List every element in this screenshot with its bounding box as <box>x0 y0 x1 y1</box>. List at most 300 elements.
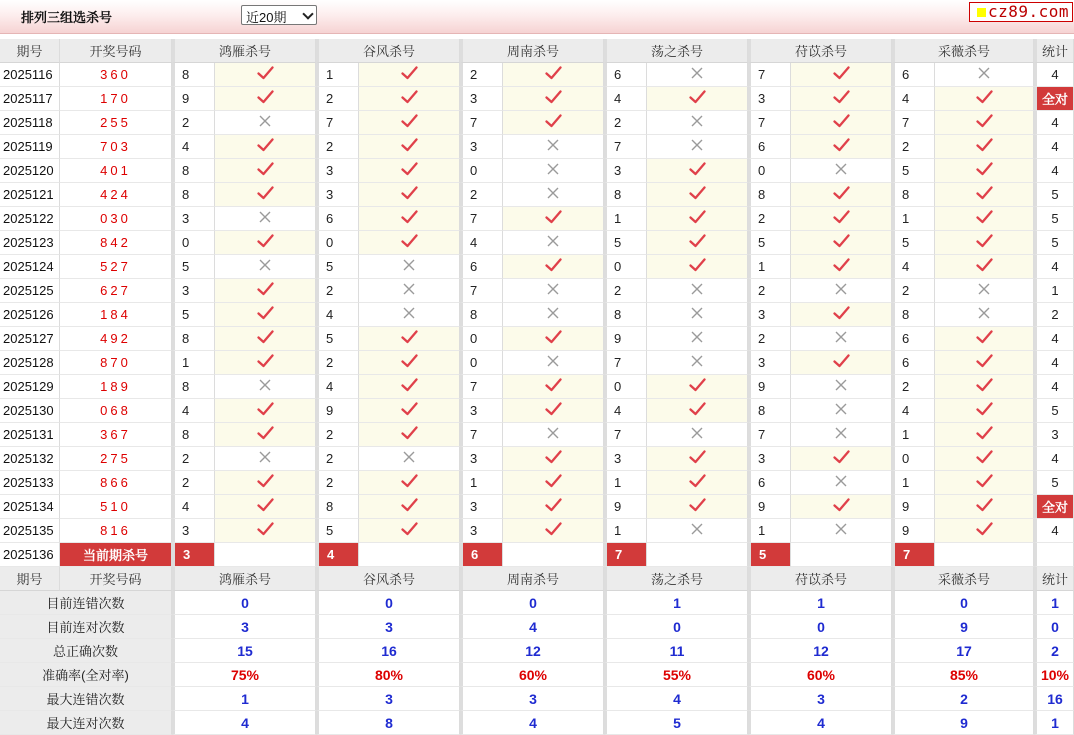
kill-number-cell: 2 <box>604 279 647 303</box>
stats-label: 目前连对次数 <box>0 615 172 639</box>
result-cell <box>359 399 460 423</box>
kill-number-cell: 2 <box>172 447 215 471</box>
check-icon <box>689 498 706 515</box>
result-cell <box>503 375 604 399</box>
check-icon <box>257 138 274 155</box>
kill-number-cell: 0 <box>748 159 791 183</box>
stats-value: 3 <box>748 687 892 711</box>
period-cell: 2025126 <box>0 303 60 327</box>
result-cell <box>215 495 316 519</box>
kill-number-cell: 3 <box>460 447 503 471</box>
kill-number-cell: 0 <box>460 351 503 375</box>
col-period-header: 期号 <box>0 567 60 591</box>
result-cell <box>791 63 892 87</box>
result-cell <box>503 207 604 231</box>
cross-icon <box>977 66 991 83</box>
kill-number-cell: 0 <box>316 231 359 255</box>
page-title: 排列三组选杀号 <box>21 10 113 25</box>
result-cell <box>935 87 1034 111</box>
draw-number-cell: 870 <box>60 351 172 375</box>
result-cell <box>359 63 460 87</box>
kill-number-cell: 4 <box>892 87 935 111</box>
kill-number-cell: 8 <box>172 375 215 399</box>
kill-number-cell: 1 <box>604 207 647 231</box>
check-icon <box>545 114 562 131</box>
kill-number-cell: 7 <box>460 111 503 135</box>
check-icon <box>545 474 562 491</box>
kill-number-cell: 1 <box>892 471 935 495</box>
result-cell <box>647 135 748 159</box>
kill-number-cell: 5 <box>172 255 215 279</box>
cross-icon <box>834 282 848 299</box>
kill-number-cell: 3 <box>460 135 503 159</box>
check-icon <box>401 162 418 179</box>
result-cell <box>359 135 460 159</box>
kill-number-cell: 4 <box>172 399 215 423</box>
result-cell <box>791 447 892 471</box>
kill-number-cell: 5 <box>316 255 359 279</box>
result-cell <box>359 447 460 471</box>
cross-icon <box>546 234 560 251</box>
kill-number-cell: 9 <box>316 399 359 423</box>
stats-value: 0 <box>316 591 460 615</box>
kill-number-cell: 7 <box>316 111 359 135</box>
stats-value: 3 <box>316 687 460 711</box>
cross-icon <box>546 282 560 299</box>
result-cell <box>503 447 604 471</box>
stat-cell: 全对 <box>1034 87 1074 111</box>
result-cell <box>503 135 604 159</box>
check-icon <box>976 522 993 539</box>
result-cell <box>791 399 892 423</box>
check-icon <box>545 330 562 347</box>
stat-cell: 5 <box>1034 399 1074 423</box>
cross-icon <box>977 282 991 299</box>
stats-value: 1 <box>748 591 892 615</box>
result-cell <box>791 135 892 159</box>
kill-number-cell: 3 <box>172 279 215 303</box>
draw-number-cell: 360 <box>60 63 172 87</box>
cross-icon <box>834 474 848 491</box>
cross-icon <box>402 450 416 467</box>
check-icon <box>976 234 993 251</box>
period-cell: 2025128 <box>0 351 60 375</box>
draw-number-cell: 627 <box>60 279 172 303</box>
result-cell <box>503 519 604 543</box>
table-row <box>0 303 1074 327</box>
check-icon <box>257 354 274 371</box>
stats-row <box>0 663 1074 687</box>
cross-icon <box>258 258 272 275</box>
table-row <box>0 159 1074 183</box>
kill-number-cell: 4 <box>604 399 647 423</box>
kill-number-cell: 1 <box>460 471 503 495</box>
cross-icon <box>690 522 704 539</box>
col-period-header: 期号 <box>0 39 60 63</box>
stats-row <box>0 687 1074 711</box>
period-cell: 2025124 <box>0 255 60 279</box>
result-cell <box>791 111 892 135</box>
result-cell <box>503 87 604 111</box>
table-row <box>0 471 1074 495</box>
result-cell <box>647 63 748 87</box>
kill-number-cell: 8 <box>748 183 791 207</box>
result-cell <box>359 255 460 279</box>
result-cell <box>215 279 316 303</box>
check-icon <box>976 378 993 395</box>
kill-number-cell: 8 <box>172 63 215 87</box>
result-cell <box>647 183 748 207</box>
col-expert-header: 采薇杀号 <box>892 567 1034 591</box>
stats-value: 3 <box>460 687 604 711</box>
kill-number-cell: 1 <box>892 423 935 447</box>
check-icon <box>257 90 274 107</box>
check-icon <box>401 498 418 515</box>
kill-number-cell: 4 <box>172 135 215 159</box>
result-cell <box>647 375 748 399</box>
table-row <box>0 519 1074 543</box>
kill-number-cell: 0 <box>892 447 935 471</box>
draw-number-cell: 510 <box>60 495 172 519</box>
check-icon <box>976 258 993 275</box>
result-cell <box>647 87 748 111</box>
current-empty-cell <box>935 543 1034 567</box>
col-draw-header: 开奖号码 <box>60 567 172 591</box>
period-cell: 2025131 <box>0 423 60 447</box>
kill-number-cell: 6 <box>748 471 791 495</box>
stats-value: 8 <box>316 711 460 735</box>
result-cell <box>215 63 316 87</box>
check-icon <box>401 210 418 227</box>
result-cell <box>359 111 460 135</box>
result-cell <box>935 471 1034 495</box>
current-period-row <box>0 543 1074 567</box>
result-cell <box>503 399 604 423</box>
kill-number-cell: 8 <box>460 303 503 327</box>
cross-icon <box>834 426 848 443</box>
check-icon <box>257 186 274 203</box>
draw-number-cell: 275 <box>60 447 172 471</box>
result-cell <box>647 423 748 447</box>
period-select-value: 近20期 <box>246 10 287 25</box>
check-icon <box>833 258 850 275</box>
stats-value: 60% <box>748 663 892 687</box>
check-icon <box>545 450 562 467</box>
kill-number-cell: 7 <box>748 63 791 87</box>
check-icon <box>689 186 706 203</box>
check-icon <box>401 138 418 155</box>
kill-number-cell: 4 <box>892 399 935 423</box>
result-cell <box>359 519 460 543</box>
stats-value: 5 <box>604 711 748 735</box>
stats-value: 0 <box>604 615 748 639</box>
draw-number-cell: 170 <box>60 87 172 111</box>
result-cell <box>791 87 892 111</box>
table-row <box>0 279 1074 303</box>
check-icon <box>976 354 993 371</box>
kill-number-cell: 3 <box>748 447 791 471</box>
period-cell: 2025133 <box>0 471 60 495</box>
result-cell <box>647 399 748 423</box>
kill-number-cell: 4 <box>460 231 503 255</box>
stats-value: 9 <box>892 711 1034 735</box>
stats-value: 80% <box>316 663 460 687</box>
stats-value: 12 <box>748 639 892 663</box>
result-cell <box>359 351 460 375</box>
stat-cell: 3 <box>1034 423 1074 447</box>
col-stat-header: 统计 <box>1034 39 1074 63</box>
current-kill-number: 5 <box>748 543 791 567</box>
kill-number-cell: 2 <box>748 327 791 351</box>
period-cell: 2025122 <box>0 207 60 231</box>
table-row <box>0 423 1074 447</box>
result-cell <box>503 303 604 327</box>
check-icon <box>545 66 562 83</box>
cross-icon <box>834 162 848 179</box>
stat-cell: 1 <box>1034 279 1074 303</box>
check-icon <box>401 426 418 443</box>
draw-number-cell: 030 <box>60 207 172 231</box>
kill-number-cell: 4 <box>316 303 359 327</box>
cross-icon <box>834 522 848 539</box>
site-logo[interactable] <box>969 2 1073 22</box>
result-cell <box>215 207 316 231</box>
kill-number-cell: 3 <box>748 303 791 327</box>
result-cell <box>359 207 460 231</box>
result-cell <box>647 111 748 135</box>
kill-number-cell: 5 <box>892 159 935 183</box>
result-cell <box>359 495 460 519</box>
period-cell: 2025129 <box>0 375 60 399</box>
cross-icon <box>258 114 272 131</box>
stats-value: 0 <box>172 591 316 615</box>
kill-number-cell: 6 <box>316 207 359 231</box>
col-expert-header: 谷风杀号 <box>316 39 460 63</box>
kill-number-cell: 1 <box>748 255 791 279</box>
result-cell <box>359 423 460 447</box>
col-expert-header: 周南杀号 <box>460 39 604 63</box>
kill-number-cell: 1 <box>604 471 647 495</box>
period-cell: 2025119 <box>0 135 60 159</box>
kill-number-cell: 8 <box>748 399 791 423</box>
check-icon <box>833 450 850 467</box>
check-icon <box>257 474 274 491</box>
draw-number-cell: 184 <box>60 303 172 327</box>
check-icon <box>545 90 562 107</box>
period-cell: 2025120 <box>0 159 60 183</box>
kill-number-cell: 0 <box>460 159 503 183</box>
stats-value: 1 <box>172 687 316 711</box>
result-cell <box>215 135 316 159</box>
kill-number-cell: 7 <box>748 111 791 135</box>
stats-value: 2 <box>892 687 1034 711</box>
check-icon <box>689 474 706 491</box>
stats-value: 3 <box>316 615 460 639</box>
result-cell <box>503 423 604 447</box>
kill-number-cell: 7 <box>460 207 503 231</box>
period-cell: 2025123 <box>0 231 60 255</box>
cross-icon <box>546 306 560 323</box>
result-cell <box>215 159 316 183</box>
stat-cell: 4 <box>1034 375 1074 399</box>
stat-cell: 4 <box>1034 255 1074 279</box>
result-cell <box>935 63 1034 87</box>
col-expert-header: 鸿雁杀号 <box>172 39 316 63</box>
result-cell <box>935 519 1034 543</box>
check-icon <box>976 474 993 491</box>
stats-total: 10% <box>1034 663 1074 687</box>
kill-number-cell: 2 <box>892 279 935 303</box>
current-empty-cell <box>215 543 316 567</box>
result-cell <box>647 351 748 375</box>
kill-number-cell: 5 <box>748 231 791 255</box>
kill-number-cell: 2 <box>604 111 647 135</box>
cross-icon <box>834 402 848 419</box>
result-cell <box>215 303 316 327</box>
kill-number-cell: 3 <box>604 447 647 471</box>
kill-number-cell: 8 <box>172 159 215 183</box>
stats-total: 2 <box>1034 639 1074 663</box>
current-stat-cell <box>1034 543 1074 567</box>
kill-number-cell: 6 <box>892 327 935 351</box>
check-icon <box>976 162 993 179</box>
table-row <box>0 135 1074 159</box>
kill-number-cell: 3 <box>316 183 359 207</box>
result-cell <box>647 447 748 471</box>
kill-number-cell: 6 <box>892 351 935 375</box>
cross-icon <box>690 138 704 155</box>
result-cell <box>647 471 748 495</box>
result-cell <box>791 207 892 231</box>
check-icon <box>401 66 418 83</box>
kill-number-cell: 7 <box>460 279 503 303</box>
cross-icon <box>690 66 704 83</box>
kill-number-cell: 2 <box>172 111 215 135</box>
draw-number-cell: 816 <box>60 519 172 543</box>
result-cell <box>503 495 604 519</box>
table-row <box>0 351 1074 375</box>
current-kill-label: 当前期杀号 <box>60 543 172 567</box>
kill-number-cell: 3 <box>172 519 215 543</box>
cross-icon <box>834 378 848 395</box>
cross-icon <box>546 354 560 371</box>
kill-number-cell: 2 <box>748 279 791 303</box>
stat-cell: 全对 <box>1034 495 1074 519</box>
stat-cell: 4 <box>1034 111 1074 135</box>
stat-cell: 5 <box>1034 471 1074 495</box>
result-cell <box>935 327 1034 351</box>
kill-number-cell: 2 <box>892 135 935 159</box>
result-cell <box>215 87 316 111</box>
check-icon <box>689 210 706 227</box>
result-cell <box>503 63 604 87</box>
stats-value: 4 <box>748 711 892 735</box>
stats-value: 15 <box>172 639 316 663</box>
kill-number-cell: 8 <box>892 303 935 327</box>
check-icon <box>545 258 562 275</box>
check-icon <box>545 498 562 515</box>
check-icon <box>833 114 850 131</box>
kill-number-cell: 0 <box>172 231 215 255</box>
stat-cell: 5 <box>1034 207 1074 231</box>
cross-icon <box>690 426 704 443</box>
kill-number-cell: 3 <box>748 351 791 375</box>
kill-number-cell: 9 <box>604 495 647 519</box>
kill-number-cell: 3 <box>460 495 503 519</box>
result-cell <box>215 351 316 375</box>
stats-label: 目前连错次数 <box>0 591 172 615</box>
cross-icon <box>402 282 416 299</box>
kill-number-cell: 3 <box>460 519 503 543</box>
check-icon <box>401 402 418 419</box>
stat-cell: 4 <box>1034 447 1074 471</box>
cross-icon <box>546 186 560 203</box>
check-icon <box>401 330 418 347</box>
kill-number-cell: 7 <box>460 423 503 447</box>
result-cell <box>215 183 316 207</box>
check-icon <box>833 210 850 227</box>
col-expert-header: 谷风杀号 <box>316 567 460 591</box>
kill-number-cell: 7 <box>748 423 791 447</box>
cross-icon <box>690 354 704 371</box>
period-select[interactable] <box>241 5 317 25</box>
kill-number-cell: 5 <box>316 327 359 351</box>
result-cell <box>935 495 1034 519</box>
stats-value: 55% <box>604 663 748 687</box>
result-cell <box>215 399 316 423</box>
kill-number-cell: 3 <box>460 399 503 423</box>
kill-number-cell: 7 <box>460 375 503 399</box>
kill-number-cell: 6 <box>748 135 791 159</box>
check-icon <box>833 138 850 155</box>
draw-number-cell: 068 <box>60 399 172 423</box>
stats-row <box>0 591 1074 615</box>
period-cell: 2025125 <box>0 279 60 303</box>
kill-number-cell: 0 <box>460 327 503 351</box>
kill-number-cell: 8 <box>892 183 935 207</box>
kill-number-cell: 2 <box>316 471 359 495</box>
result-cell <box>215 423 316 447</box>
kill-number-cell: 7 <box>604 423 647 447</box>
col-expert-header: 周南杀号 <box>460 567 604 591</box>
current-kill-number: 3 <box>172 543 215 567</box>
check-icon <box>833 306 850 323</box>
check-icon <box>545 402 562 419</box>
kill-number-cell: 2 <box>316 351 359 375</box>
kill-number-table <box>0 39 1074 735</box>
table-row <box>0 207 1074 231</box>
result-cell <box>503 351 604 375</box>
result-cell <box>359 279 460 303</box>
result-cell <box>503 159 604 183</box>
cross-icon <box>258 450 272 467</box>
draw-number-cell: 703 <box>60 135 172 159</box>
table-row <box>0 399 1074 423</box>
check-icon <box>833 498 850 515</box>
result-cell <box>935 447 1034 471</box>
kill-number-cell: 8 <box>604 303 647 327</box>
kill-number-cell: 2 <box>460 183 503 207</box>
stats-value: 0 <box>748 615 892 639</box>
check-icon <box>833 66 850 83</box>
result-cell <box>935 207 1034 231</box>
result-cell <box>359 87 460 111</box>
check-icon <box>833 186 850 203</box>
kill-number-cell: 9 <box>892 519 935 543</box>
top-bar <box>0 0 1074 34</box>
check-icon <box>689 450 706 467</box>
header-row <box>0 39 1074 63</box>
